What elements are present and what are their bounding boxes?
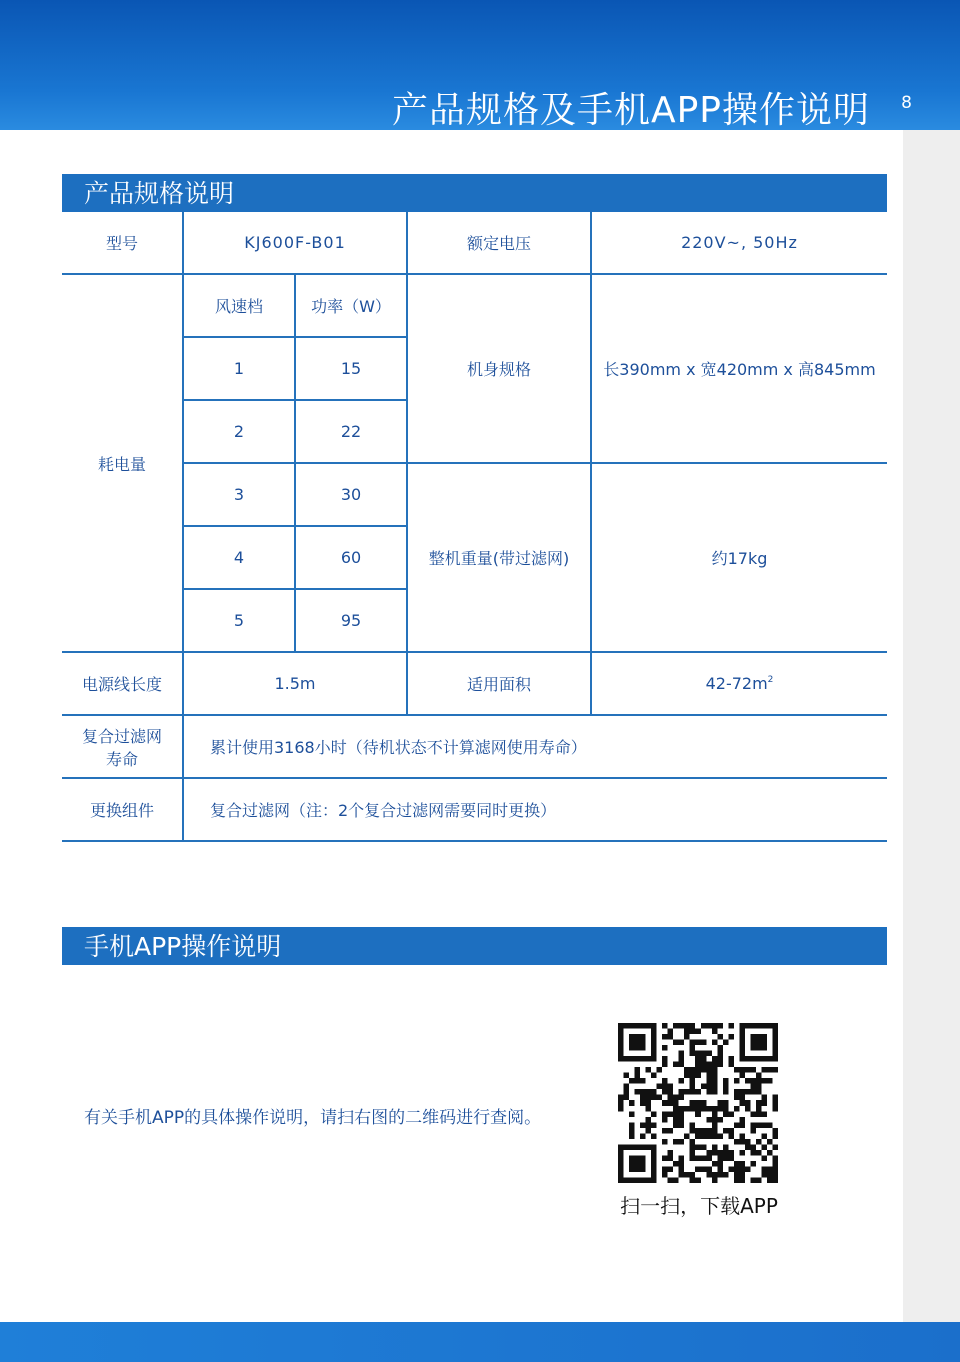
- cord-value: 1.5m: [183, 652, 407, 715]
- watt-cell: 60: [295, 526, 407, 589]
- watt-cell: 30: [295, 463, 407, 526]
- speed-cell: 3: [183, 463, 295, 526]
- replace-label: 更换组件: [62, 778, 183, 841]
- table-row: [62, 463, 887, 526]
- qr-caption: 扫一扫，下载APP: [620, 1194, 778, 1218]
- speed-header: 风速档: [183, 274, 295, 337]
- speed-cell: 4: [183, 526, 295, 589]
- table-row: [62, 715, 887, 778]
- table-row: [62, 274, 887, 337]
- speed-cell: 5: [183, 589, 295, 652]
- model-value: KJ600F-B01: [183, 212, 407, 274]
- app-section-title: 手机APP操作说明: [62, 927, 887, 965]
- page-header: [0, 0, 960, 130]
- cord-label: 电源线长度: [62, 652, 183, 715]
- table-row: [62, 212, 887, 274]
- page-number: 8: [901, 93, 912, 113]
- spec-section-title: 产品规格说明: [62, 174, 887, 212]
- speed-cell: 1: [183, 337, 295, 400]
- page-title: 产品规格及手机APP操作说明: [391, 90, 870, 131]
- area-label: 适用面积: [407, 652, 591, 715]
- table-row: [62, 778, 887, 841]
- area-cell: [591, 652, 887, 715]
- qr-code-icon: [618, 1023, 778, 1183]
- weight-value: 约17kg: [591, 463, 887, 652]
- area-value: 42-72m: [705, 674, 768, 693]
- app-description: 有关手机APP的具体操作说明，请扫右图的二维码进行查阅。: [84, 1108, 542, 1128]
- filter-life-value: 累计使用3168小时（待机状态不计算滤网使用寿命）: [183, 715, 887, 778]
- watt-cell: 15: [295, 337, 407, 400]
- table-row: [62, 652, 887, 715]
- size-label: 机身规格: [407, 274, 591, 463]
- weight-label: 整机重量(带过滤网): [407, 463, 591, 652]
- spec-table: [62, 212, 887, 842]
- side-strip: [903, 130, 960, 1322]
- size-value: 长390mm x 宽420mm x 高845mm: [591, 274, 887, 463]
- watt-header: 功率（W）: [295, 274, 407, 337]
- replace-value: 复合过滤网（注：2个复合过滤网需要同时更换）: [183, 778, 887, 841]
- watt-cell: 95: [295, 589, 407, 652]
- speed-cell: 2: [183, 400, 295, 463]
- filter-life-label: 复合过滤网寿命: [62, 715, 183, 778]
- model-label: 型号: [62, 212, 183, 274]
- voltage-value: 220V~, 50Hz: [591, 212, 887, 274]
- footer-bar: [0, 1322, 960, 1362]
- watt-cell: 22: [295, 400, 407, 463]
- power-label: 耗电量: [62, 274, 183, 652]
- area-unit-superscript: 2: [767, 675, 774, 685]
- voltage-label: 额定电压: [407, 212, 591, 274]
